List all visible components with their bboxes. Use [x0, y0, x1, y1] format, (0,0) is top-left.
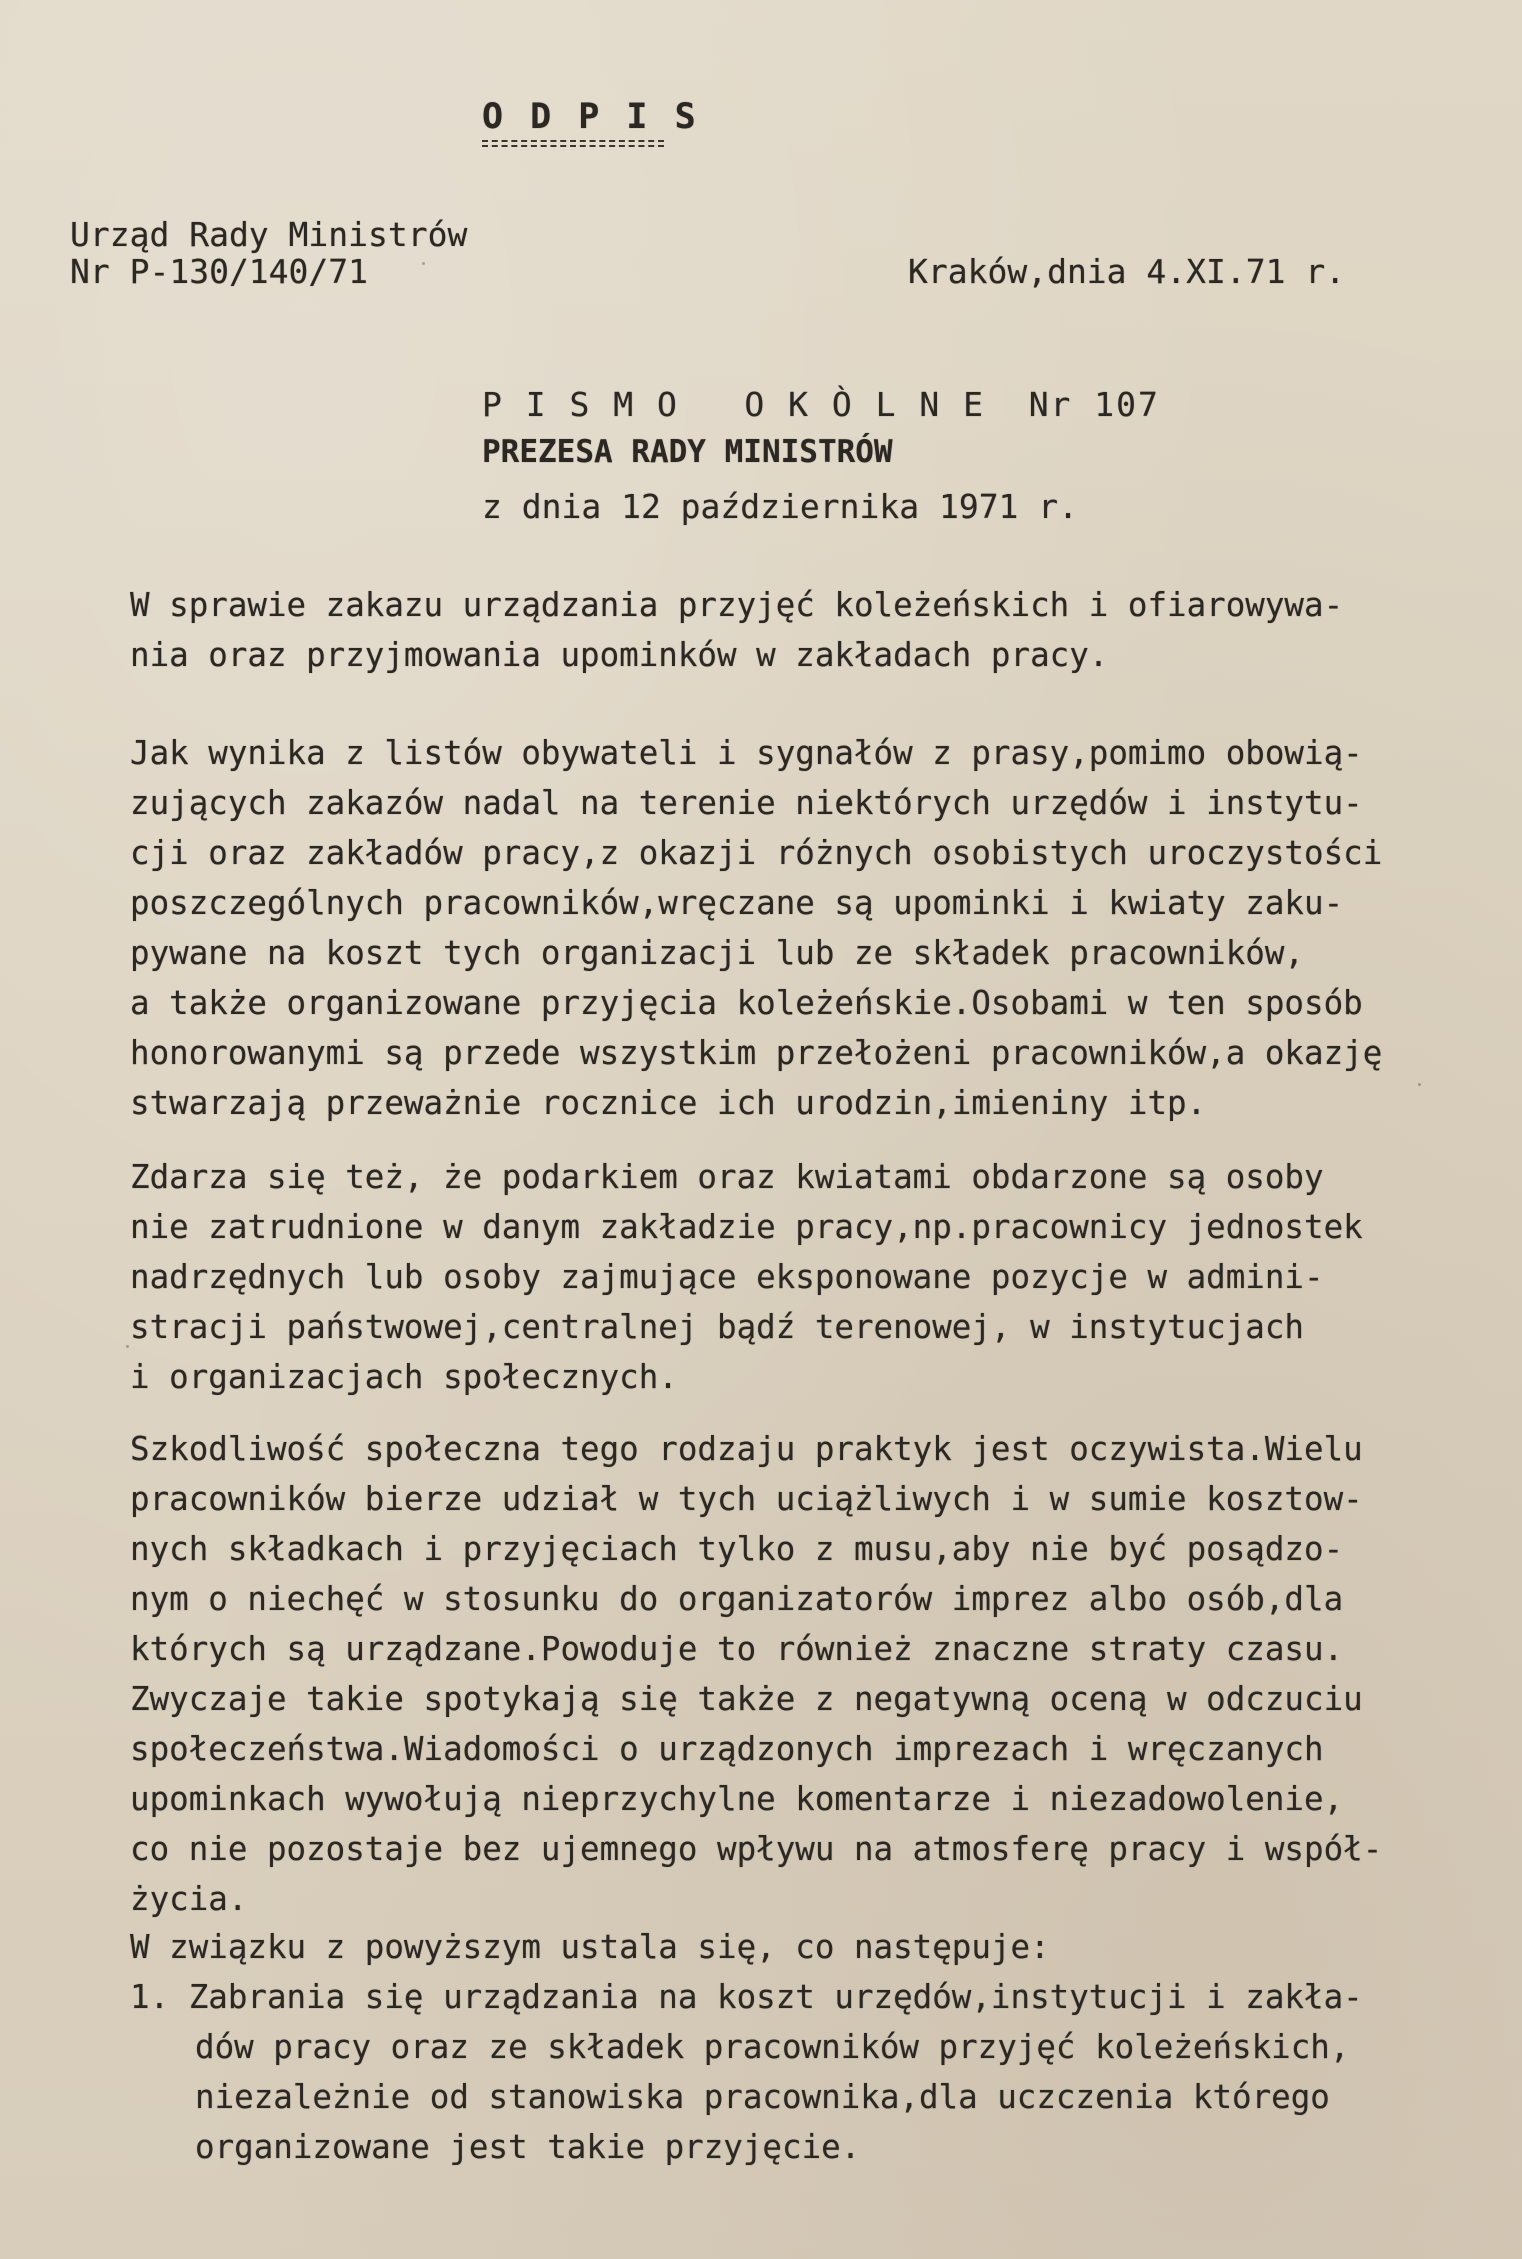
subject-paragraph	[130, 580, 1460, 680]
body-paragraph-1	[130, 728, 1460, 1128]
title-underline	[482, 140, 664, 142]
paragraph-line: cji oraz zakładów pracy,z okazji różnych osobistych uroczystości	[130, 834, 1383, 872]
paragraph-line: upominkach wywołują nieprzychylne komentarze i niezadowolenie,	[130, 1780, 1344, 1818]
paragraph-line: stwarzają przeważnie rocznice ich urodzin,imieniny itp.	[130, 1084, 1207, 1122]
paragraph-line: których są urządzane.Powoduje to również znaczne straty czasu.	[130, 1630, 1344, 1668]
paragraph-line: poszczególnych pracowników,wręczane są upominki i kwiaty zaku-	[130, 884, 1344, 922]
ink-speck	[126, 1345, 129, 1348]
paragraph-line: Zdarza się też, że podarkiem oraz kwiatami obdarzone są osoby	[130, 1158, 1324, 1196]
paragraph-line: Zwyczaje takie spotykają się także z negatywną oceną w odczuciu	[130, 1680, 1363, 1718]
paragraph-line: stracji państwowej,centralnej bądź terenowej, w instytucjach	[130, 1308, 1304, 1346]
paragraph-line: Jak wynika z listów obywateli i sygnałów z prasy,pomimo obowią-	[130, 734, 1363, 772]
paragraph-line: nych składkach i przyjęciach tylko z musu,aby nie być posądzo-	[130, 1530, 1344, 1568]
issuer-office: Urząd Rady Ministrów	[70, 215, 468, 254]
ink-speck	[1418, 1083, 1421, 1086]
paragraph-line: życia.	[130, 1880, 248, 1918]
ink-speck	[422, 262, 425, 265]
reference-number: Nr P-130/140/71	[70, 252, 369, 291]
paragraph-line: Szkodliwość społeczna tego rodzaju praktyk jest oczywista.Wielu	[130, 1430, 1363, 1468]
heading-issuer: PREZESA RADY MINISTRÓW	[482, 434, 893, 470]
item-line: niezależnie od stanowiska pracownika,dla uczczenia którego	[195, 2078, 1330, 2116]
paragraph-line: pywane na koszt tych organizacji lub ze składek pracowników,	[130, 934, 1304, 972]
body-paragraph-3	[130, 1424, 1460, 1924]
decision-intro-line: W związku z powyższym ustala się, co następuje:	[130, 1928, 1050, 1966]
item-line: organizowane jest takie przyjęcie.	[195, 2128, 861, 2166]
paragraph-line: nym o niechęć w stosunku do organizatorów imprez albo osób,dla	[130, 1580, 1344, 1618]
body-paragraph-2	[130, 1152, 1460, 1402]
item-line: 1. Zabrania się urządzania na koszt urzędów,instytucji i zakła-	[130, 1978, 1363, 2016]
paragraph-line: zujących zakazów nadal na terenie niektórych urzędów i instytu-	[130, 784, 1363, 822]
item-line: dów pracy oraz ze składek pracowników przyjęć koleżeńskich,	[195, 2028, 1350, 2066]
subject-line: W sprawie zakazu urządzania przyjęć koleżeńskich i ofiarowywa-	[130, 586, 1344, 624]
document-title: O D P I S	[482, 97, 699, 137]
place-and-date: Kraków,dnia 4.XI.71 r.	[908, 252, 1346, 291]
paragraph-line: i organizacjach społecznych.	[130, 1358, 678, 1396]
paragraph-line: honorowanymi są przede wszystkim przełożeni pracowników,a okazję	[130, 1034, 1383, 1072]
paragraph-line: a także organizowane przyjęcia koleżeńskie.Osobami w ten sposób	[130, 984, 1363, 1022]
heading-circular-number: P I S M O O K Ò L N E Nr 107	[482, 385, 1160, 424]
heading-date: z dnia 12 października 1971 r.	[482, 487, 1079, 526]
paragraph-line: nadrzędnych lub osoby zajmujące eksponowane pozycje w admini-	[130, 1258, 1324, 1296]
title-double-underline	[482, 145, 664, 147]
paragraph-line: pracowników bierze udział w tych uciążliwych i w sumie kosztow-	[130, 1480, 1363, 1518]
paragraph-line: co nie pozostaje bez ujemnego wpływu na atmosferę pracy i współ-	[130, 1830, 1383, 1868]
decision-intro	[130, 1922, 1460, 1972]
paragraph-line: społeczeństwa.Wiadomości o urządzonych imprezach i wręczanych	[130, 1730, 1324, 1768]
subject-line: nia oraz przyjmowania upominków w zakładach pracy.	[130, 636, 1109, 674]
numbered-item-1	[130, 1972, 1460, 2172]
paragraph-line: nie zatrudnione w danym zakładzie pracy,np.pracownicy jednostek	[130, 1208, 1363, 1246]
